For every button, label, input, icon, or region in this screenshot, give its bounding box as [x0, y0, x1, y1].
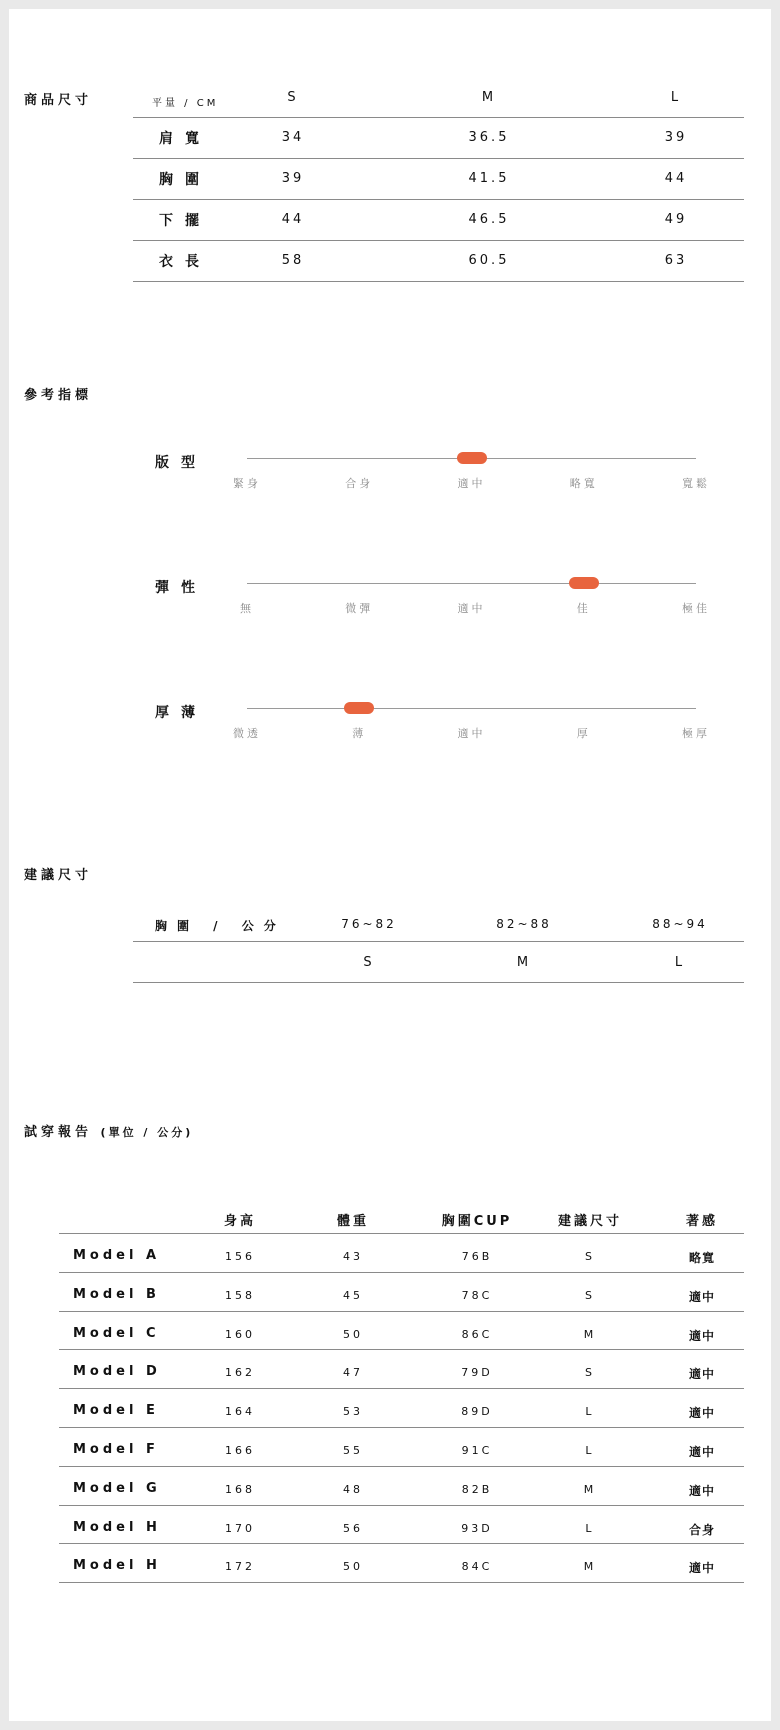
- cell-cup: 76B: [461, 1250, 493, 1263]
- indicator-option: 極佳: [682, 602, 710, 615]
- cell-feel: 合身: [688, 1522, 715, 1537]
- indicator-label: 厚薄: [155, 705, 207, 721]
- col-header-weight: 體重: [336, 1214, 369, 1229]
- divider: [133, 941, 744, 942]
- suggested-title: 建議尺寸: [24, 868, 93, 883]
- indicator-option: 合身: [345, 477, 374, 490]
- cell-height: 158: [225, 1288, 255, 1302]
- divider: [59, 1388, 744, 1389]
- indicator-knob: [344, 702, 374, 714]
- divider: [59, 1272, 744, 1273]
- divider: [59, 1233, 744, 1234]
- fitting-title: [24, 1121, 193, 1140]
- size-cell: 34: [281, 130, 305, 145]
- suggested-size: M: [516, 955, 532, 970]
- indicator-label: 彈性: [155, 580, 207, 596]
- cell-feel: 適中: [688, 1289, 715, 1304]
- indicator-option: 極厚: [682, 727, 710, 740]
- indicator-option: 適中: [457, 477, 486, 490]
- divider: [133, 199, 744, 200]
- cell-cup: 84C: [461, 1560, 493, 1574]
- indicator-option: 適中: [457, 602, 486, 615]
- divider: [133, 982, 744, 983]
- size-header-s: S: [287, 90, 299, 105]
- cell-height: 160: [225, 1327, 255, 1341]
- divider: [133, 240, 744, 241]
- cell-size: M: [583, 1327, 597, 1341]
- divider: [133, 281, 744, 282]
- size-row-label: 肩寬: [159, 131, 211, 147]
- cell-size: L: [585, 1444, 595, 1457]
- range-cell: 76~82: [341, 917, 397, 931]
- model-name: Model B: [73, 1286, 160, 1302]
- cell-height: 172: [225, 1560, 255, 1574]
- cell-weight: 55: [343, 1444, 363, 1457]
- indicator-track: [247, 583, 696, 584]
- size-row-label: 下擺: [159, 213, 211, 229]
- size-cell: 39: [281, 171, 305, 186]
- cell-weight: 43: [343, 1250, 363, 1263]
- divider: [59, 1349, 744, 1350]
- indicator-option: 佳: [576, 602, 591, 615]
- cell-weight: 47: [343, 1366, 363, 1380]
- size-header-m: M: [481, 90, 497, 105]
- cell-height: 168: [225, 1482, 255, 1496]
- size-chart-title: 商品尺寸: [24, 93, 93, 108]
- size-row-label: 胸圍: [159, 172, 211, 188]
- cell-cup: 78C: [461, 1288, 493, 1302]
- indicator-option: 微透: [233, 727, 261, 740]
- indicator-track: [247, 708, 696, 709]
- cell-feel: 適中: [688, 1406, 715, 1421]
- cell-feel: 適中: [688, 1445, 715, 1459]
- indicator-option: 薄: [352, 727, 367, 740]
- size-cell: 46.5: [468, 212, 510, 227]
- indicator-option: 厚: [576, 727, 591, 740]
- divider: [133, 158, 744, 159]
- cell-cup: 86C: [461, 1327, 493, 1341]
- chest-label: 胸圍 / 公分: [155, 919, 286, 933]
- cell-height: 166: [225, 1444, 255, 1457]
- size-cell: 63: [664, 253, 688, 268]
- unit-label: 平量 / CM: [152, 98, 219, 109]
- size-cell: 41.5: [468, 171, 510, 186]
- model-name: Model E: [73, 1403, 159, 1419]
- indicator-knob: [457, 452, 487, 464]
- cell-size: L: [585, 1521, 595, 1535]
- size-cell: 39: [664, 130, 688, 145]
- cell-cup: 79D: [461, 1366, 493, 1380]
- divider: [59, 1543, 744, 1544]
- indicator-option: 緊身: [233, 477, 261, 490]
- divider: [133, 117, 744, 118]
- cell-cup: 82B: [461, 1482, 493, 1496]
- cell-height: 162: [225, 1366, 255, 1380]
- cell-cup: 93D: [461, 1521, 493, 1535]
- indicator-label: 版型: [155, 455, 207, 471]
- cell-weight: 56: [343, 1521, 363, 1535]
- indicator-option: 適中: [457, 727, 486, 740]
- range-cell: 88~94: [652, 917, 708, 931]
- size-cell: 49: [664, 212, 688, 227]
- size-cell: 44: [281, 212, 305, 227]
- col-header-cup: 胸圍CUP: [441, 1214, 513, 1229]
- cell-size: S: [585, 1250, 595, 1263]
- cell-size: L: [585, 1405, 595, 1419]
- cell-cup: 91C: [461, 1444, 493, 1457]
- cell-feel: 適中: [688, 1561, 715, 1576]
- size-row-label: 衣長: [159, 254, 211, 270]
- cell-size: S: [585, 1366, 595, 1380]
- divider: [59, 1466, 744, 1467]
- model-name: Model H: [73, 1519, 161, 1535]
- col-header-feel: 著感: [685, 1214, 718, 1229]
- cell-feel: 適中: [688, 1367, 715, 1382]
- size-cell: 58: [281, 253, 305, 268]
- model-name: Model G: [73, 1480, 161, 1496]
- cell-weight: 45: [343, 1288, 363, 1302]
- suggested-size: S: [363, 955, 375, 970]
- indicator-option: 略寬: [569, 477, 598, 490]
- col-header-height: 身高: [223, 1214, 256, 1229]
- indicator-option: 微彈: [345, 602, 374, 615]
- indicator-option: 無: [240, 602, 254, 615]
- size-cell: 44: [664, 171, 688, 186]
- fitting-title-text: 試穿報告: [24, 1125, 93, 1140]
- cell-weight: 53: [343, 1405, 363, 1419]
- indicators-title: 參考指標: [24, 388, 93, 403]
- cell-cup: 89D: [461, 1405, 493, 1419]
- cell-weight: 48: [343, 1482, 363, 1496]
- model-name: Model C: [73, 1325, 160, 1341]
- cell-feel: 適中: [688, 1483, 715, 1498]
- suggested-size: L: [674, 955, 686, 970]
- cell-height: 164: [225, 1405, 255, 1419]
- range-cell: 82~88: [496, 917, 552, 931]
- indicator-knob: [569, 577, 599, 589]
- model-name: Model H: [73, 1558, 161, 1574]
- page: [9, 9, 771, 1721]
- cell-feel: 略寬: [688, 1251, 715, 1265]
- cell-size: S: [585, 1288, 595, 1302]
- divider: [59, 1505, 744, 1506]
- cell-size: M: [583, 1482, 597, 1496]
- cell-height: 170: [225, 1521, 255, 1535]
- cell-height: 156: [225, 1250, 255, 1263]
- fitting-unit: (單位 / 公分): [100, 1126, 194, 1139]
- model-name: Model D: [73, 1364, 161, 1380]
- model-name: Model A: [73, 1248, 161, 1263]
- size-header-l: L: [670, 90, 682, 105]
- cell-size: M: [583, 1560, 597, 1574]
- model-name: Model F: [73, 1442, 159, 1457]
- size-cell: 36.5: [468, 130, 510, 145]
- col-header-size: 建議尺寸: [557, 1214, 622, 1229]
- indicator-option: 寬鬆: [682, 477, 710, 490]
- divider: [59, 1427, 744, 1428]
- cell-weight: 50: [343, 1560, 363, 1574]
- cell-weight: 50: [343, 1327, 363, 1341]
- size-cell: 60.5: [468, 253, 510, 268]
- divider: [59, 1311, 744, 1312]
- cell-feel: 適中: [688, 1328, 715, 1343]
- divider: [59, 1582, 744, 1583]
